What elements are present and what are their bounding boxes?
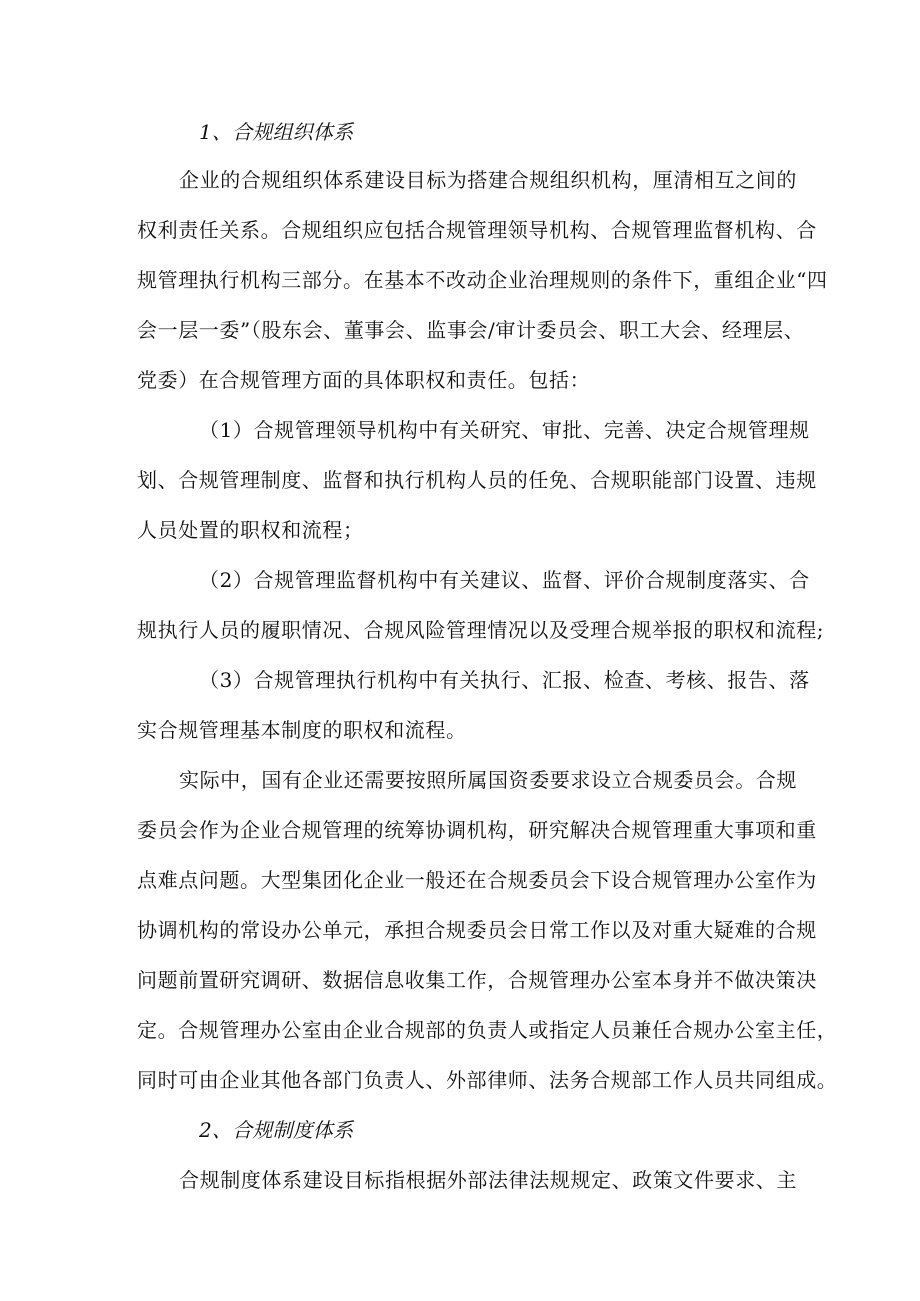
paragraph-line: 实际中，国有企业还需要按照所属国资委要求设立合规委员会。合规 bbox=[179, 768, 797, 792]
list-item-2-line: （2）合规管理监督机构中有关建议、监督、评价合规制度落实、合 bbox=[199, 568, 810, 592]
paragraph-line: 定。合规管理办公室由企业合规部的负责人或指定人员兼任合规办公室主任， bbox=[137, 1018, 838, 1042]
list-item-2-line: 规执行人员的履职情况、合规风险管理情况以及受理合规举报的职权和流程; bbox=[137, 618, 825, 642]
paragraph-line: 点难点问题。大型集团化企业一般还在合规委员会下设合规管理办公室作为 bbox=[137, 868, 817, 892]
list-item-3-line: 实合规管理基本制度的职权和流程。 bbox=[137, 718, 467, 742]
paragraph-line: 权利责任关系。合规组织应包括合规管理领导机构、合规管理监督机构、合 bbox=[137, 218, 817, 242]
paragraph-line: 协调机构的常设办公单元，承担合规委员会日常工作以及对重大疑难的合规 bbox=[137, 918, 817, 942]
paragraph-line: 企业的合规组织体系建设目标为搭建合规组织机构，厘清相互之间的 bbox=[179, 168, 797, 192]
list-item-1-line: 划、合规管理制度、监督和执行机构人员的任免、合规职能部门设置、违规 bbox=[137, 468, 817, 492]
paragraph-line: 委员会作为企业合规管理的统筹协调机构，研究解决合规管理重大事项和重 bbox=[137, 818, 817, 842]
list-item-1-line: （1）合规管理领导机构中有关研究、审批、完善、决定合规管理规 bbox=[199, 418, 810, 442]
paragraph-line: 党委）在合规管理方面的具体职权和责任。包括： bbox=[137, 368, 591, 392]
list-item-1-line: 人员处置的职权和流程； bbox=[137, 518, 364, 542]
paragraph-line: 规管理执行机构三部分。在基本不改动企业治理规则的条件下，重组企业“四 bbox=[137, 268, 828, 292]
section-heading-1: 1、合规组织体系 bbox=[199, 120, 354, 144]
paragraph-line: 同时可由企业其他各部门负责人、外部律师、法务合规部工作人员共同组成。 bbox=[137, 1068, 838, 1092]
section-heading-2: 2、合规制度体系 bbox=[199, 1118, 354, 1142]
list-item-3-line: （3）合规管理执行机构中有关执行、汇报、检查、考核、报告、落 bbox=[199, 668, 810, 692]
paragraph-line: 合规制度体系建设目标指根据外部法律法规规定、政策文件要求、主 bbox=[179, 1168, 797, 1192]
paragraph-line: 会一层一委”（股东会、董事会、监事会/审计委员会、职工大会、经理层、 bbox=[137, 318, 805, 342]
paragraph-line: 问题前置研究调研、数据信息收集工作，合规管理办公室本身并不做决策决 bbox=[137, 968, 817, 992]
